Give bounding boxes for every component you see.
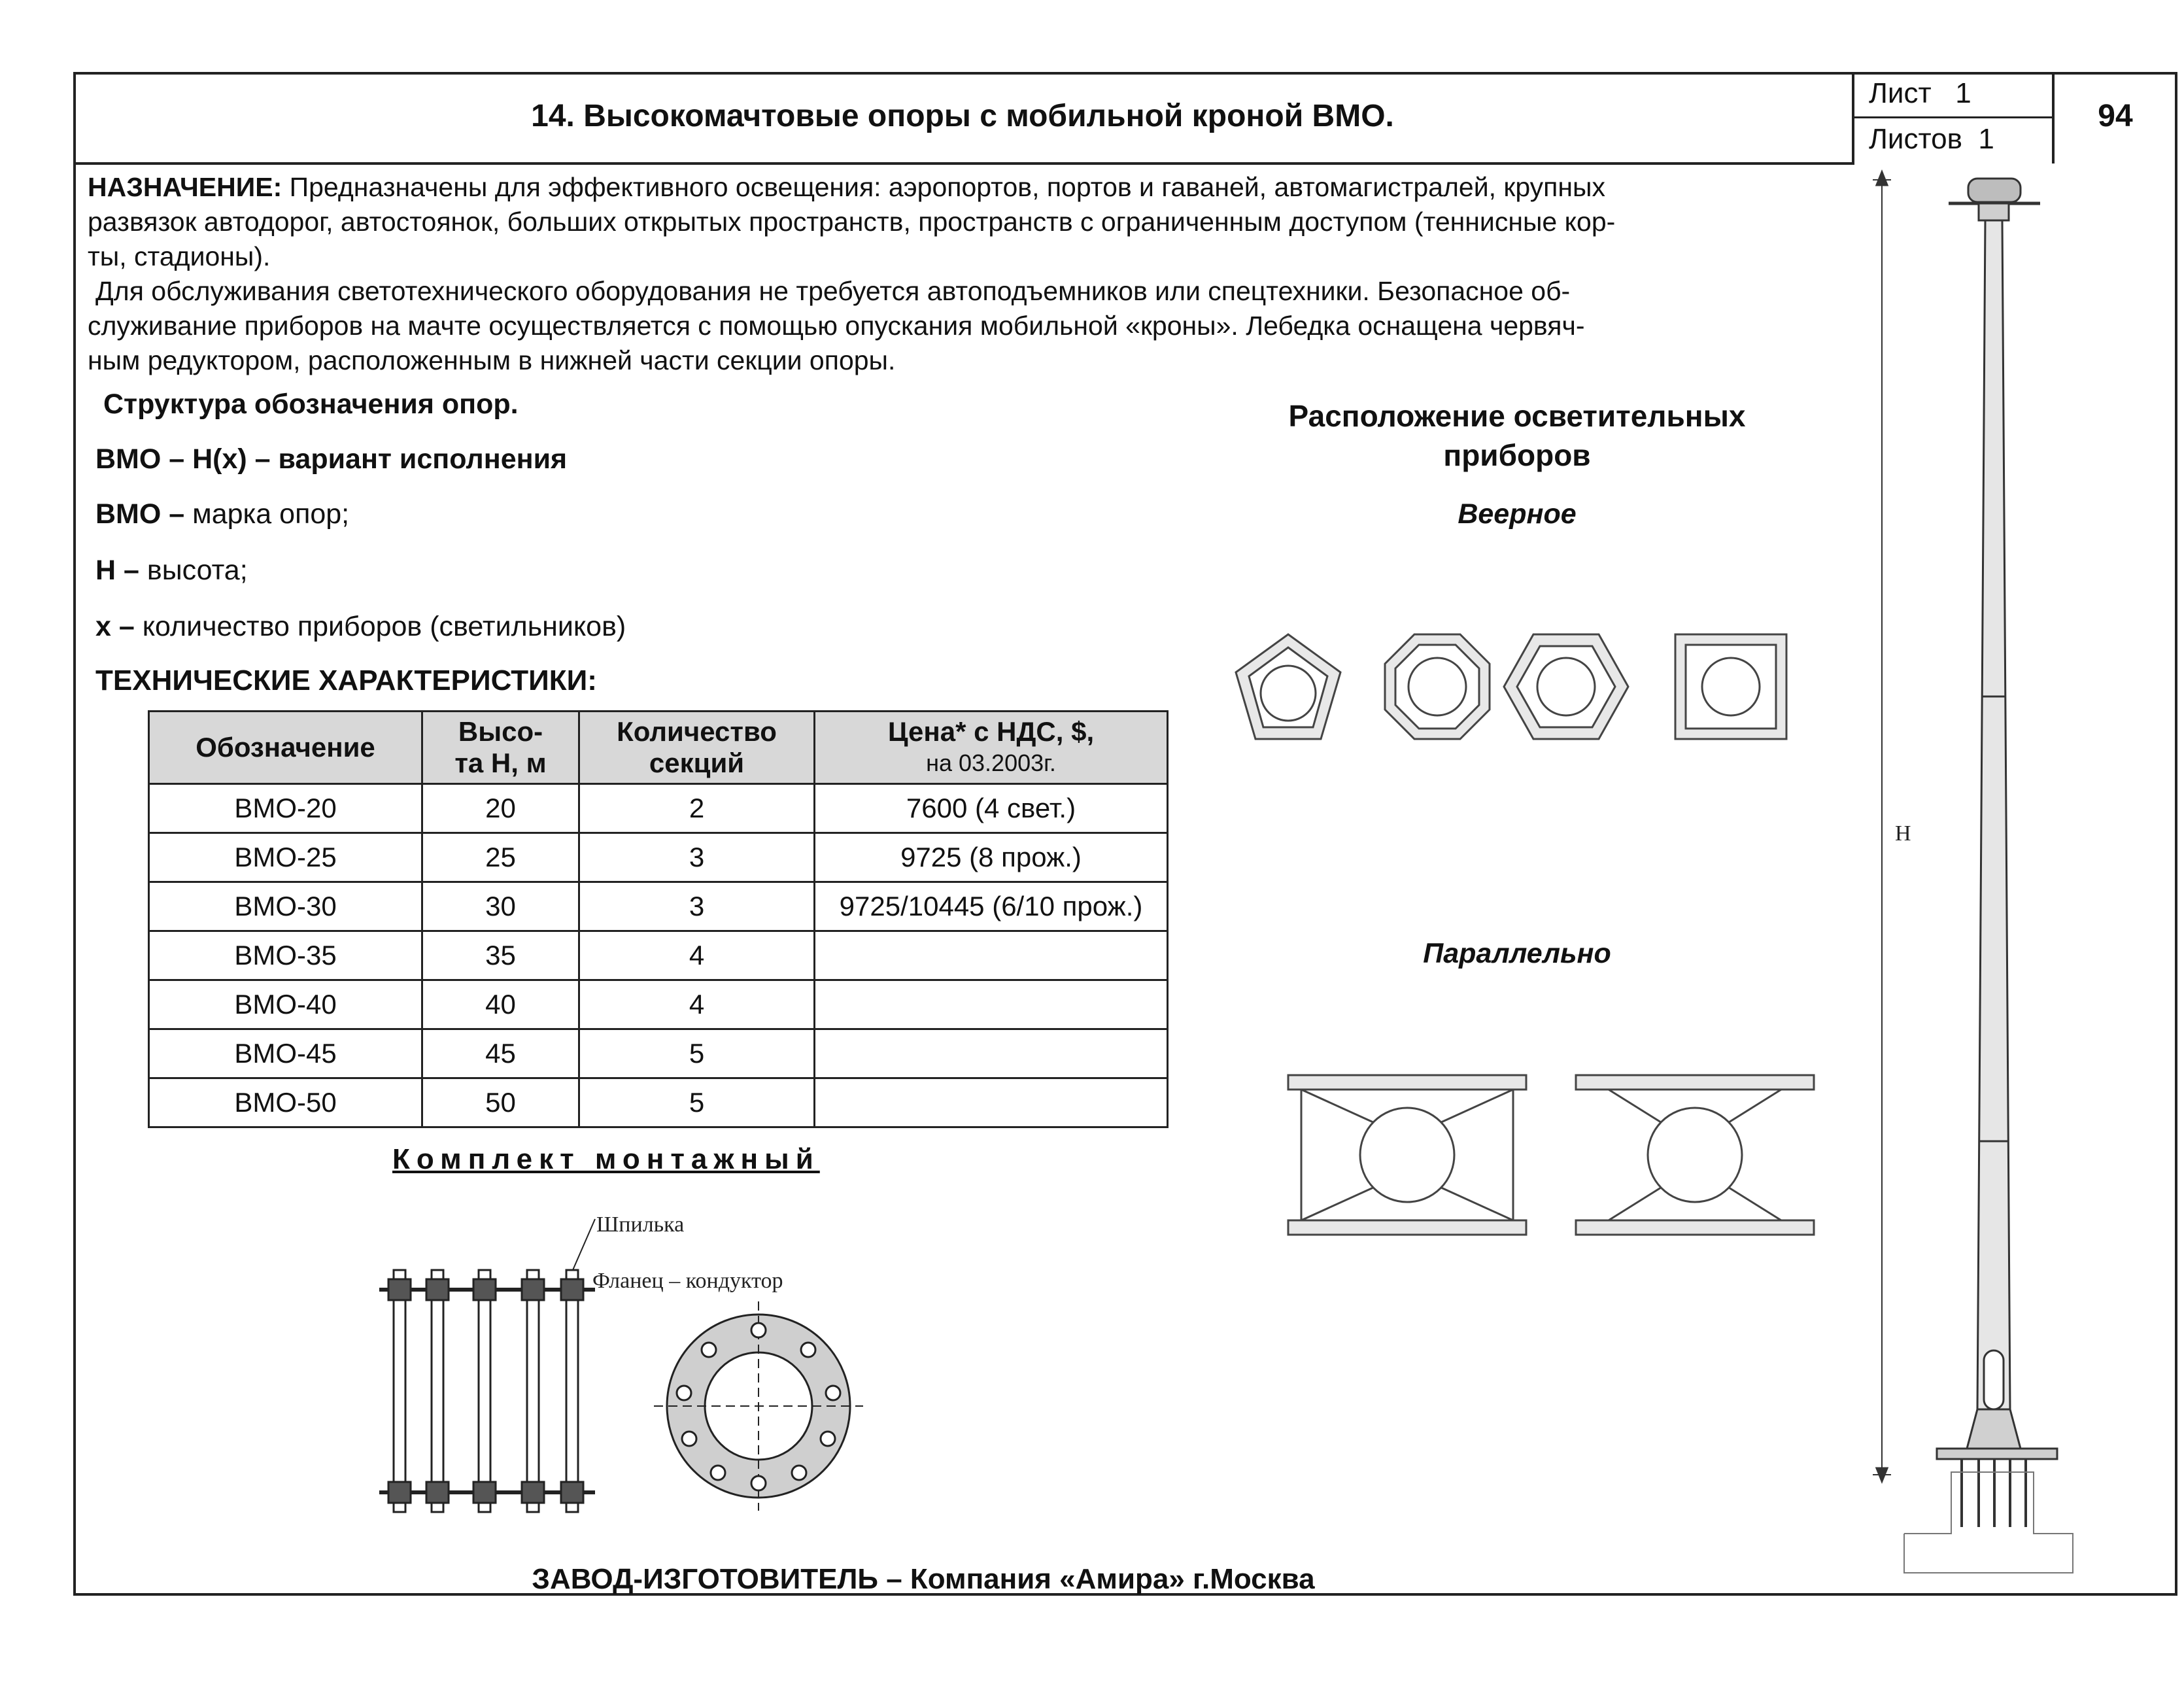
flange-drawing (654, 1301, 863, 1511)
table-row: ВМО-40 40 4 (149, 980, 1168, 1029)
hexagon-layout (1504, 634, 1628, 739)
arrangement-title: Расположение осветительных приборов (1288, 399, 1746, 472)
table-row: ВМО-50 50 5 (149, 1078, 1168, 1127)
fan-layouts (1229, 628, 1805, 752)
structure-line-2: ВМО – марка опор; (95, 498, 350, 530)
octagon-layout (1385, 634, 1490, 739)
fan-label: Веерное (1458, 498, 1577, 530)
table-body (149, 784, 1168, 1127)
purpose-line-1: НАЗНАЧЕНИЕ: Предназначены для эффективного освещения: аэропортов, портов и гаваней, автомагистралей, крупных (88, 172, 1605, 202)
parallel-layouts (1282, 1066, 1831, 1249)
purpose-line-2: развязок автодорог, автостоянок, больших открытых пространств, пространств с ограниченным доступом (теннисные кор- (88, 207, 1616, 237)
col-price: Цена* с НДС, $, на 03.2003г. (815, 712, 1168, 784)
purpose-paragraph (88, 170, 1840, 378)
tech-title: ТЕХНИЧЕСКИЕ ХАРАКТЕРИСТИКИ: (95, 664, 597, 696)
flange-label: Фланец – кондуктор (592, 1269, 783, 1293)
parallel-layout-a (1288, 1075, 1526, 1235)
height-label: Н (1895, 821, 1911, 846)
purpose-line-3: ты, стадионы). (88, 241, 271, 271)
stud-label: Шпилька (596, 1212, 685, 1237)
sheets-label: Листов 1 (1869, 123, 1994, 155)
table-row: ВМО-25 25 3 9725 (8 прож.) (149, 833, 1168, 882)
header-divider (73, 162, 1854, 165)
kit-title: Комплект монтажный (392, 1143, 820, 1175)
purpose-line-6: ным редуктором, расположенным в нижней части секции опоры. (88, 345, 896, 375)
structure-title: Структура обозначения опор. (103, 388, 519, 420)
mast-drawing (1864, 167, 2086, 1579)
parallel-label: Параллельно (1423, 938, 1611, 969)
sheet-mid-divider (1852, 116, 2053, 118)
parallel-layout-b (1576, 1075, 1814, 1235)
spec-table (148, 710, 1169, 1128)
page-number: 94 (2098, 99, 2133, 133)
structure-line-4: х – количество приборов (светильников) (95, 611, 626, 642)
sheet-label: Лист 1 (1869, 77, 1971, 109)
table-row: ВМО-20 20 2 7600 (4 свет.) (149, 784, 1168, 833)
table-row: ВМО-30 30 3 9725/10445 (6/10 прож.) (149, 882, 1168, 931)
studs-drawing (379, 1210, 602, 1524)
structure-line-1: ВМО – Н(х) – вариант исполнения (95, 443, 568, 475)
pentagon-layout (1236, 634, 1340, 739)
table-header-row (149, 712, 1168, 784)
purpose-line-4: Для обслуживания светотехнического оборудования не требуется автоподъемников или спецтехники. Безопасное об- (95, 276, 1571, 306)
table-row: ВМО-35 35 4 (149, 931, 1168, 980)
col-designation: Обозначение (149, 712, 422, 784)
page-title: 14. Высокомачтовые опоры с мобильной кроной ВМО. (531, 99, 1394, 133)
col-height: Высо- та Н, м (422, 712, 579, 784)
footer-manufacturer: ЗАВОД-ИЗГОТОВИТЕЛЬ – Компания «Амира» г.Москва (532, 1563, 1315, 1595)
structure-line-3: Н – высота; (95, 555, 248, 586)
table-row: ВМО-45 45 5 (149, 1029, 1168, 1078)
purpose-line-5: служивание приборов на мачте осуществляется с помощью опускания мобильной «кроны». Лебедка оснащена червяч- (88, 311, 1585, 341)
square-layout (1675, 634, 1786, 739)
col-sections: Количество секций (579, 712, 815, 784)
